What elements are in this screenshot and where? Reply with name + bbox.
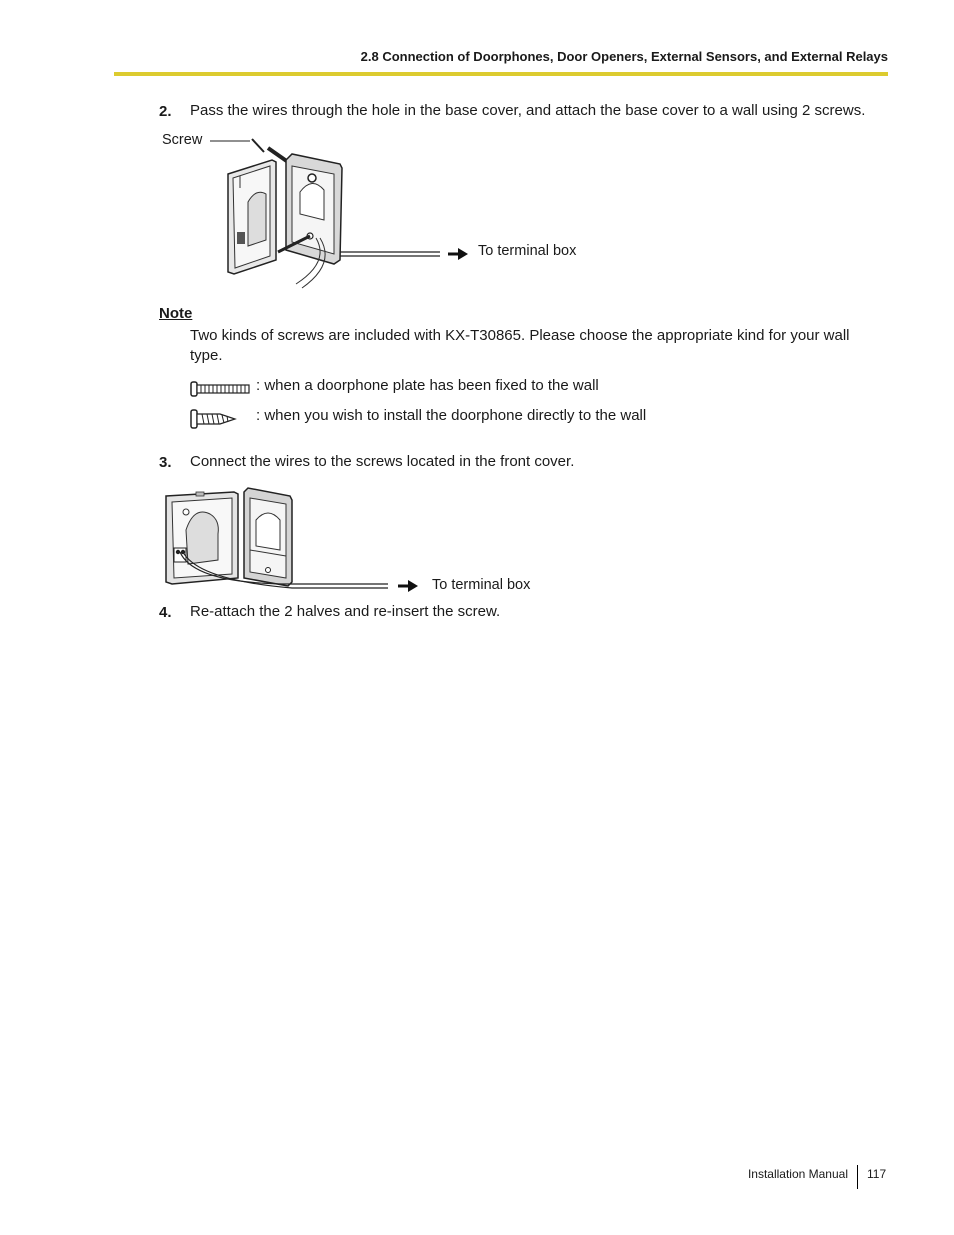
footer-manual-name: Installation Manual (747, 1167, 848, 1181)
screw-type-2-text: : when you wish to install the doorphone directly to the wall (256, 407, 647, 424)
note-text: Two kinds of screws are included with KX-T30865. Please choose the appropriate kind for your wall type. (190, 327, 850, 364)
step-2-number: 2. (159, 103, 172, 120)
step-4-number: 4. (159, 604, 172, 621)
page-number: 117 (867, 1167, 887, 1181)
step-2-terminal-label: To terminal box (478, 243, 577, 259)
step-3-terminal-label: To terminal box (432, 577, 531, 593)
arrow-right-icon (398, 580, 418, 592)
page-header-title: 2.8 Connection of Doorphones, Door Openers, External Sensors, and External Relays (360, 49, 888, 64)
base-cover-mounting-illustration (200, 132, 460, 297)
step-2-text: Pass the wires through the hole in the base cover, and attach the base cover to a wall using 2 screws. (190, 102, 866, 119)
front-cover-shape (166, 492, 238, 584)
screw-type-1-text: : when a doorphone plate has been fixed to the wall (256, 377, 599, 394)
header-rule (114, 72, 888, 76)
wire-connection-illustration (164, 486, 424, 590)
note-heading: Note (159, 305, 193, 322)
front-cover-shape (228, 160, 276, 274)
screw-label: Screw (162, 132, 203, 148)
step-3-text: Connect the wires to the screws located in the front cover. (190, 453, 575, 470)
arrow-right-icon (448, 248, 468, 260)
footer-separator (857, 1165, 858, 1189)
step-4-text: Re-attach the 2 halves and re-insert the screw. (190, 603, 501, 620)
machine-screw-icon (190, 380, 252, 398)
base-cover-shape (286, 154, 342, 264)
step-3-number: 3. (159, 454, 172, 471)
base-cover-shape (244, 488, 292, 586)
wood-screw-icon (190, 408, 238, 430)
